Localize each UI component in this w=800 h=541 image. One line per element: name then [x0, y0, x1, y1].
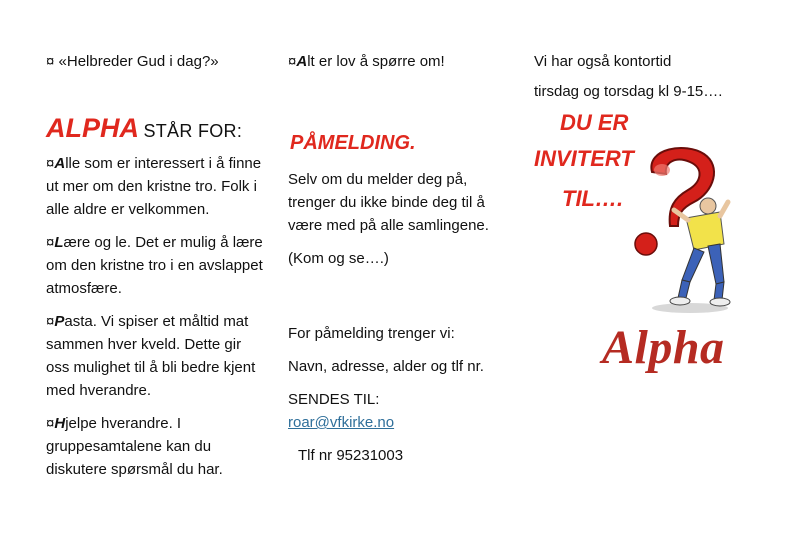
- acronym-text: lle som er interessert i å finne ut mer om den kristne tro. Folk i alle aldre er velkommen.: [46, 155, 262, 218]
- ask-letter: A: [296, 53, 308, 70]
- office-hours-line2: tirsdag og torsdag kl 9-15….: [534, 83, 723, 100]
- question-text: «Helbreder Gud i dag?»: [58, 53, 219, 70]
- alpha-heading-brand: ALPHA: [46, 113, 139, 143]
- email-link[interactable]: roar@vfkirke.no: [288, 414, 395, 431]
- person-arm-right: [720, 202, 728, 216]
- acronym-text: asta. Vi spiser et måltid mat sammen hver kveld. Dette gir oss mulighet til å bli bedre kjent med hverandre.: [46, 313, 256, 399]
- office-hours: [534, 50, 774, 103]
- question-dot-shape: [635, 233, 657, 255]
- person-shoe-right: [710, 298, 730, 306]
- question-mark-figure-icon: [628, 140, 748, 315]
- acronym-text: ære og le. Det er mulig å lære om den kristne tro i en avslappet atmosfære.: [46, 234, 263, 297]
- alpha-heading: [46, 113, 276, 144]
- acronym-letter: A: [54, 155, 66, 172]
- person-shoe-left: [670, 297, 690, 305]
- person-shin-left: [678, 280, 690, 298]
- person-shin-right: [714, 282, 724, 300]
- bullet-symbol: ¤: [46, 234, 55, 251]
- person-head: [700, 198, 716, 214]
- bullet-symbol: ¤: [288, 53, 297, 70]
- person-leg-left: [682, 248, 704, 282]
- acronym-letter: H: [54, 415, 66, 432]
- registration-paragraph: Selv om du melder deg på, trenger du ikke binde deg til å være med på alle samlingene.: [288, 171, 489, 234]
- acronym-item-p: [46, 310, 268, 402]
- requirements-label: For påmelding trenger vi:: [288, 325, 455, 342]
- acronym-text: jelpe hverandre. I gruppesamtalene kan du diskutere spørsmål du har.: [46, 415, 223, 478]
- come-and-see-text: (Kom og se….): [288, 250, 389, 267]
- office-hours-line1: Vi har også kontortid: [534, 53, 672, 70]
- acronym-letter: L: [54, 234, 64, 251]
- acronym-item-l: [46, 231, 268, 300]
- acronym-letter: P: [54, 313, 65, 330]
- ask-anything-line: [288, 50, 508, 73]
- person-leg-right: [708, 244, 724, 284]
- invite-line-3: TIL….: [562, 186, 624, 211]
- alpha-acronym-list: [46, 152, 268, 491]
- question-mark-highlight: [654, 164, 670, 176]
- registration-heading: PÅMELDING.: [290, 132, 416, 154]
- requirements-list: Navn, adresse, alder og tlf nr.: [288, 358, 484, 375]
- alpha-logo: Alpha: [602, 321, 725, 374]
- registration-requirements: [288, 322, 518, 467]
- invite-line-2: INVITERT: [534, 146, 634, 171]
- acronym-item-h: [46, 412, 268, 481]
- registration-info: [288, 168, 498, 280]
- alpha-heading-rest: STÅR FOR:: [143, 121, 243, 141]
- ask-text: lt er lov å spørre om!: [307, 53, 445, 70]
- bullet-symbol: ¤: [46, 415, 55, 432]
- question-line: [46, 50, 266, 73]
- acronym-item-a: [46, 152, 268, 221]
- send-to-label: SENDES TIL:: [288, 391, 380, 408]
- bullet-symbol: ¤: [46, 53, 55, 70]
- bullet-symbol: ¤: [46, 313, 55, 330]
- bullet-symbol: ¤: [46, 155, 55, 172]
- phone-number: Tlf nr 95231003: [298, 447, 404, 464]
- invite-line-1: DU ER: [560, 110, 629, 135]
